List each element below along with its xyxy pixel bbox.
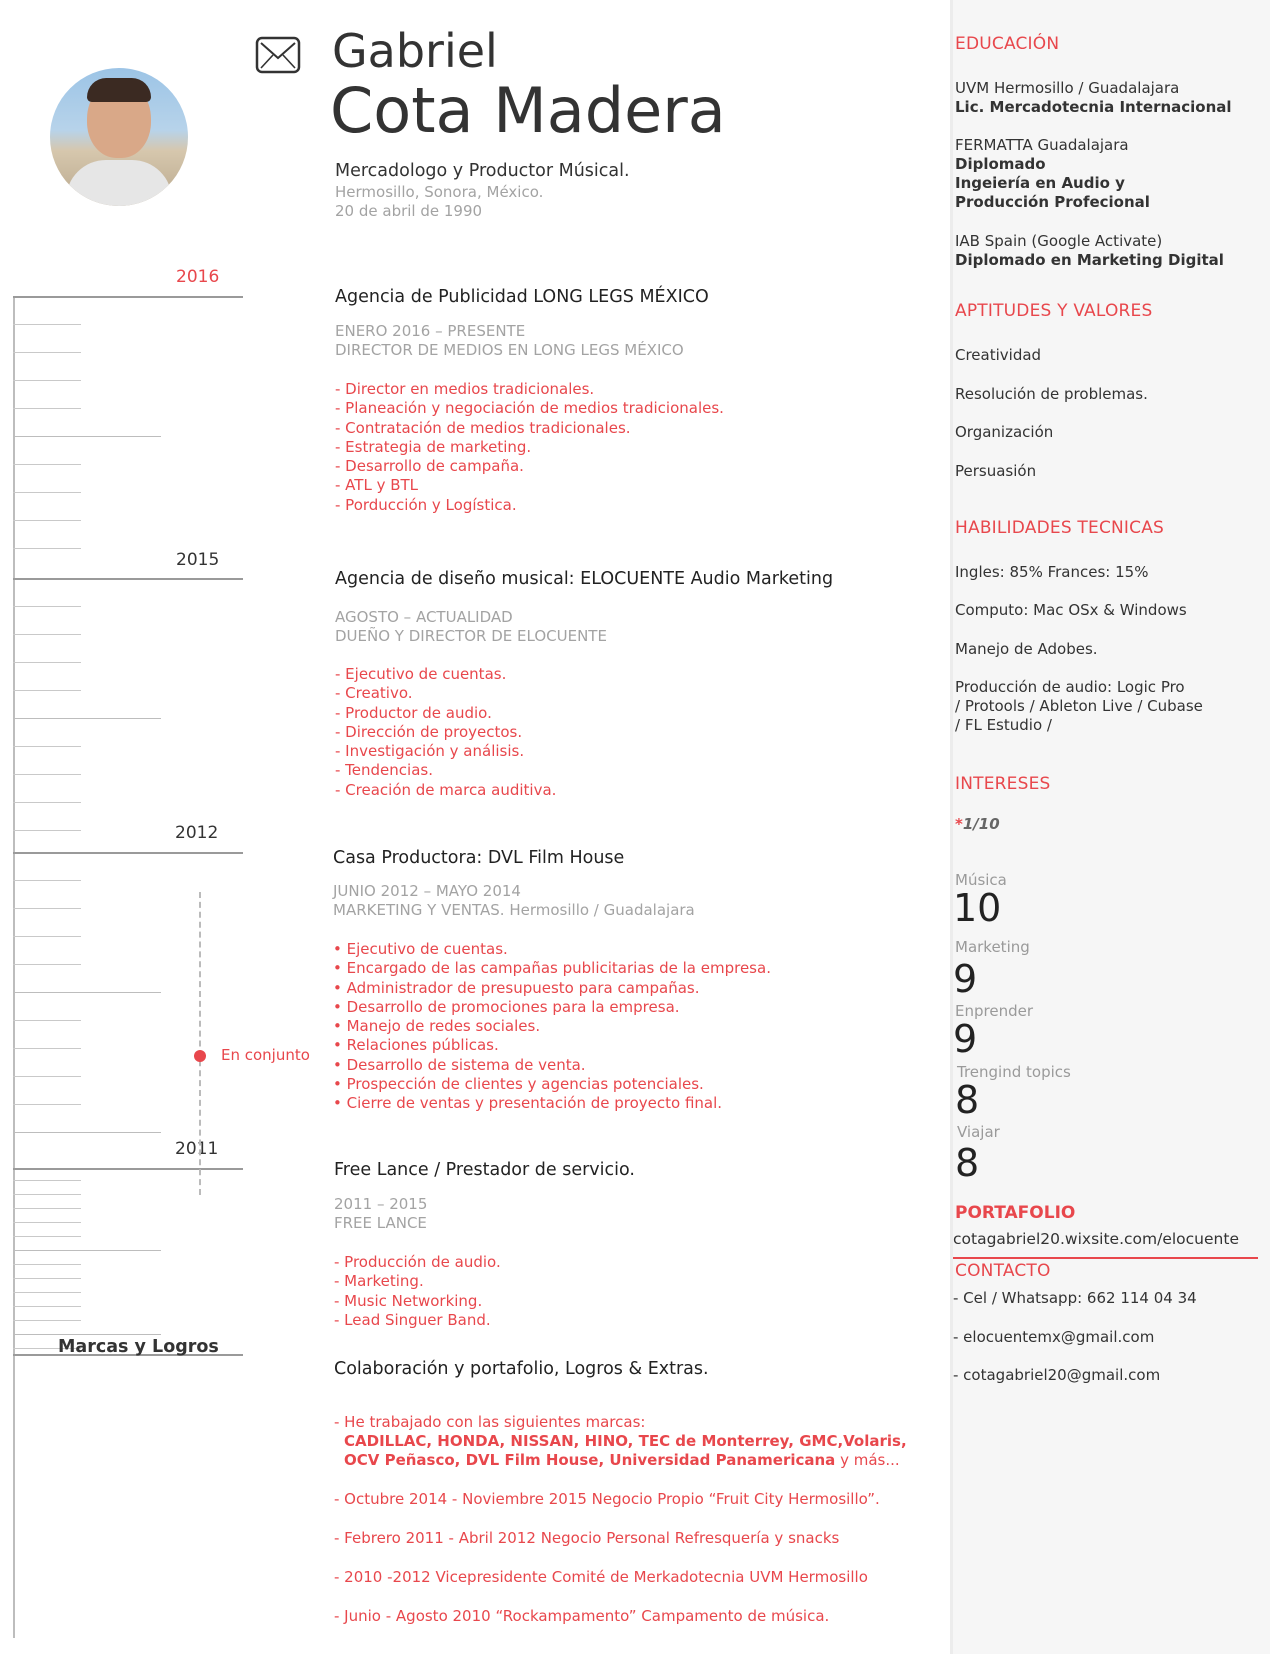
audio-line: / FL Estudio / xyxy=(955,716,1052,734)
timeline-tick xyxy=(13,324,81,325)
job-item: - Lead Singuer Band. xyxy=(334,1310,491,1329)
brands-more: y más... xyxy=(835,1451,900,1469)
marks-label: Marcas y Logros xyxy=(58,1337,219,1357)
interest-value: 10 xyxy=(953,886,1002,930)
job-item: - Ejecutivo de cuentas. xyxy=(335,665,507,683)
timeline-tick xyxy=(13,1278,81,1279)
job-item: - Productor de audio. xyxy=(335,703,492,722)
job-role: DIRECTOR DE MEDIOS EN LONG LEGS MÉXICO xyxy=(335,341,684,359)
interest-value: 9 xyxy=(953,1017,978,1061)
job-role: MARKETING Y VENTAS. Hermosillo / Guadalajara xyxy=(333,901,695,919)
timeline-tick xyxy=(13,802,81,803)
portfolio-divider xyxy=(953,1257,1258,1259)
job-item: • Desarrollo de promociones para la empresa. xyxy=(333,997,680,1016)
tech-item: Computo: Mac OSx & Windows xyxy=(955,601,1187,619)
brands-line xyxy=(344,1451,900,1469)
job-item: - Director en medios tradicionales. xyxy=(335,380,595,398)
extra-item: - 2010 -2012 Vicepresidente Comité de Merkadotecnia UVM Hermosillo xyxy=(334,1568,868,1586)
timeline-tick xyxy=(13,936,81,937)
timeline-tick xyxy=(13,1320,81,1321)
interest-label: Viajar xyxy=(957,1123,1000,1141)
skill-item: Persuasión xyxy=(955,462,1037,480)
birthdate: 20 de abril de 1990 xyxy=(335,202,483,220)
year-label: 2016 xyxy=(176,267,220,287)
job-title: Agencia de diseño musical: ELOCUENTE Audio Marketing xyxy=(335,569,834,589)
education-degree: Ingeiería en Audio y xyxy=(955,174,1125,192)
interest-label: Marketing xyxy=(955,938,1030,956)
education-school: FERMATTA Guadalajara xyxy=(955,136,1129,154)
timeline-tick xyxy=(13,606,81,607)
education-school: UVM Hermosillo / Guadalajara xyxy=(955,79,1180,97)
audio-line: Producción de audio: Logic Pro xyxy=(955,678,1185,696)
tech-item: Ingles: 85% Frances: 15% xyxy=(955,563,1149,581)
profession: Mercadologo y Productor Músical. xyxy=(335,161,630,181)
interest-label: Música xyxy=(955,871,1007,889)
timeline-tick xyxy=(13,774,81,775)
timeline-tick xyxy=(13,830,81,831)
job-item: - Creativo. xyxy=(335,684,413,703)
extra-item: - Junio - Agosto 2010 “Rockampamento” Campamento de música. xyxy=(334,1607,830,1625)
timeline-tick xyxy=(13,1020,81,1021)
year-label: 2012 xyxy=(175,823,219,843)
extras-title: Colaboración y portafolio, Logros & Extras. xyxy=(334,1359,709,1379)
skill-item: Resolución de problemas. xyxy=(955,385,1148,403)
timeline-tick xyxy=(13,634,81,635)
timeline-tick xyxy=(13,1306,81,1307)
contact-heading: CONTACTO xyxy=(955,1261,1051,1281)
extra-item: - Octubre 2014 - Noviembre 2015 Negocio Propio “Fruit City Hermosillo”. xyxy=(334,1490,880,1508)
location: Hermosillo, Sonora, México. xyxy=(335,183,544,201)
timeline-tick xyxy=(13,492,81,493)
timeline-tick xyxy=(13,1048,81,1049)
timeline-tick xyxy=(13,992,161,993)
portfolio-link[interactable]: cotagabriel20.wixsite.com/elocuente xyxy=(953,1230,1239,1248)
interests-heading: INTERESES xyxy=(955,774,1051,794)
education-school: IAB Spain (Google Activate) xyxy=(955,232,1163,250)
education-degree: Lic. Mercadotecnia Internacional xyxy=(955,98,1232,116)
education-heading: EDUCACIÓN xyxy=(955,34,1060,54)
timeline-tick xyxy=(13,1264,81,1265)
timeline-tick xyxy=(13,520,81,521)
skills-heading: APTITUDES Y VALORES xyxy=(955,301,1153,321)
contact-item[interactable]: - elocuentemx@gmail.com xyxy=(953,1328,1155,1346)
audio-line: / Protools / Ableton Live / Cubase xyxy=(955,697,1203,715)
job-item: - Planeación y negociación de medios tradicionales. xyxy=(335,399,724,418)
interests-scale-text: 1/10 xyxy=(962,815,1000,833)
timeline-tick xyxy=(13,1208,81,1209)
job-items xyxy=(335,665,556,800)
timeline-tick xyxy=(13,964,81,965)
job-title: Free Lance / Prestador de servicio. xyxy=(334,1160,635,1180)
interests-scale-star: * xyxy=(955,815,963,833)
job-title: Casa Productora: DVL Film House xyxy=(333,848,625,868)
portfolio-heading: PORTAFOLIO xyxy=(955,1203,1076,1223)
job-role: FREE LANCE xyxy=(334,1214,427,1232)
timeline-tick xyxy=(13,1334,161,1335)
interest-label: Enprender xyxy=(955,1002,1033,1020)
avatar-shirt xyxy=(66,160,172,206)
job-dates: ENERO 2016 – PRESENTE xyxy=(335,322,526,340)
timeline-tick xyxy=(13,1194,81,1195)
job-title: Agencia de Publicidad LONG LEGS MÉXICO xyxy=(335,287,709,307)
education-degree: Diplomado en Marketing Digital xyxy=(955,251,1224,269)
timeline-tick xyxy=(13,662,81,663)
timeline-tick xyxy=(13,718,161,719)
timeline-tick xyxy=(13,908,81,909)
education-degree: Producción Profecional xyxy=(955,193,1150,211)
job-item: • Ejecutivo de cuentas. xyxy=(333,940,508,958)
avatar xyxy=(50,68,188,206)
timeline-year-rule xyxy=(13,1168,243,1170)
job-item: • Manejo de redes sociales. xyxy=(333,1017,541,1036)
job-item: - Creación de marca auditiva. xyxy=(335,780,557,799)
job-dates: AGOSTO – ACTUALIDAD xyxy=(335,608,513,626)
job-items xyxy=(334,1253,501,1330)
job-dates: JUNIO 2012 – MAYO 2014 xyxy=(333,882,521,900)
year-label: 2011 xyxy=(175,1139,219,1159)
year-label: 2015 xyxy=(176,550,220,570)
timeline-year-rule xyxy=(13,296,243,298)
job-item: - Music Networking. xyxy=(334,1291,483,1310)
job-item: • Encargado de las campañas publicitarias de la empresa. xyxy=(333,959,771,978)
timeline-tick xyxy=(13,690,81,691)
timeline-tick xyxy=(13,1180,81,1181)
mail-icon[interactable] xyxy=(255,36,301,78)
brands-line-bold: OCV Peñasco, DVL Film House, Universidad Panamericana xyxy=(344,1451,836,1469)
tech-heading: HABILIDADES TECNICAS xyxy=(955,518,1165,538)
job-item: - Porducción y Logística. xyxy=(335,495,517,514)
interest-value: 8 xyxy=(955,1078,980,1122)
joint-dot xyxy=(194,1050,206,1062)
timeline-tick xyxy=(13,1292,81,1293)
job-item: - Marketing. xyxy=(334,1272,424,1291)
job-item: - ATL y BTL xyxy=(335,476,419,495)
interests-scale xyxy=(955,815,1000,833)
timeline-tick xyxy=(13,1076,81,1077)
interest-label: Trengind topics xyxy=(957,1063,1071,1081)
joint-dashed-line xyxy=(199,892,201,1195)
timeline-tick xyxy=(13,1132,161,1133)
joint-label: En conjunto xyxy=(221,1046,310,1064)
job-item: - Contratación de medios tradicionales. xyxy=(335,418,631,437)
timeline-tick xyxy=(13,880,81,881)
job-item: • Cierre de ventas y presentación de proyecto final. xyxy=(333,1094,723,1113)
job-item: - Estrategia de marketing. xyxy=(335,437,532,456)
timeline-tick xyxy=(13,548,81,549)
job-item: • Prospección de clientes y agencias potenciales. xyxy=(333,1075,704,1094)
timeline-tick xyxy=(13,1222,81,1223)
contact-item: - Cel / Whatsapp: 662 114 04 34 xyxy=(953,1289,1197,1307)
job-items xyxy=(335,380,724,515)
interest-value: 8 xyxy=(955,1141,980,1185)
timeline-axis xyxy=(13,296,15,1638)
job-dates: 2011 – 2015 xyxy=(334,1195,428,1213)
timeline-tick xyxy=(13,408,81,409)
job-item: • Desarrollo de sistema de venta. xyxy=(333,1055,586,1074)
job-role: DUEÑO Y DIRECTOR DE ELOCUENTE xyxy=(335,627,607,645)
brands-intro: - He trabajado con las siguientes marcas: xyxy=(334,1413,646,1431)
job-item: - Tendencias. xyxy=(335,761,433,780)
contact-item[interactable]: - cotagabriel20@gmail.com xyxy=(953,1366,1161,1384)
interest-value: 9 xyxy=(953,957,978,1001)
timeline-tick xyxy=(13,436,161,437)
timeline-tick xyxy=(13,1236,81,1237)
avatar-hair xyxy=(87,78,151,102)
timeline-tick xyxy=(13,1250,161,1251)
job-item: - Producción de audio. xyxy=(334,1253,501,1271)
brands-line: CADILLAC, HONDA, NISSAN, HINO, TEC de Monterrey, GMC,Volaris, xyxy=(344,1432,907,1450)
timeline-tick xyxy=(13,746,81,747)
job-item: • Administrador de presupuesto para campañas. xyxy=(333,978,700,997)
job-item: - Investigación y análisis. xyxy=(335,742,525,761)
timeline-year-rule xyxy=(13,578,243,580)
education-degree: Diplomado xyxy=(955,155,1046,173)
tech-item: Manejo de Adobes. xyxy=(955,640,1098,658)
timeline-tick xyxy=(13,380,81,381)
timeline-tick xyxy=(13,352,81,353)
first-name: Gabriel xyxy=(332,24,498,78)
timeline-tick xyxy=(13,464,81,465)
job-item: - Desarrollo de campaña. xyxy=(335,457,524,476)
extra-item: - Febrero 2011 - Abril 2012 Negocio Personal Refresquería y snacks xyxy=(334,1529,840,1547)
job-item: • Relaciones públicas. xyxy=(333,1036,499,1055)
timeline-year-rule xyxy=(13,852,243,854)
timeline-tick xyxy=(13,1104,81,1105)
skill-item: Creatividad xyxy=(955,346,1042,364)
job-items xyxy=(333,940,771,1114)
last-name: Cota Madera xyxy=(330,74,726,147)
skill-item: Organización xyxy=(955,423,1054,441)
job-item: - Dirección de proyectos. xyxy=(335,722,523,741)
